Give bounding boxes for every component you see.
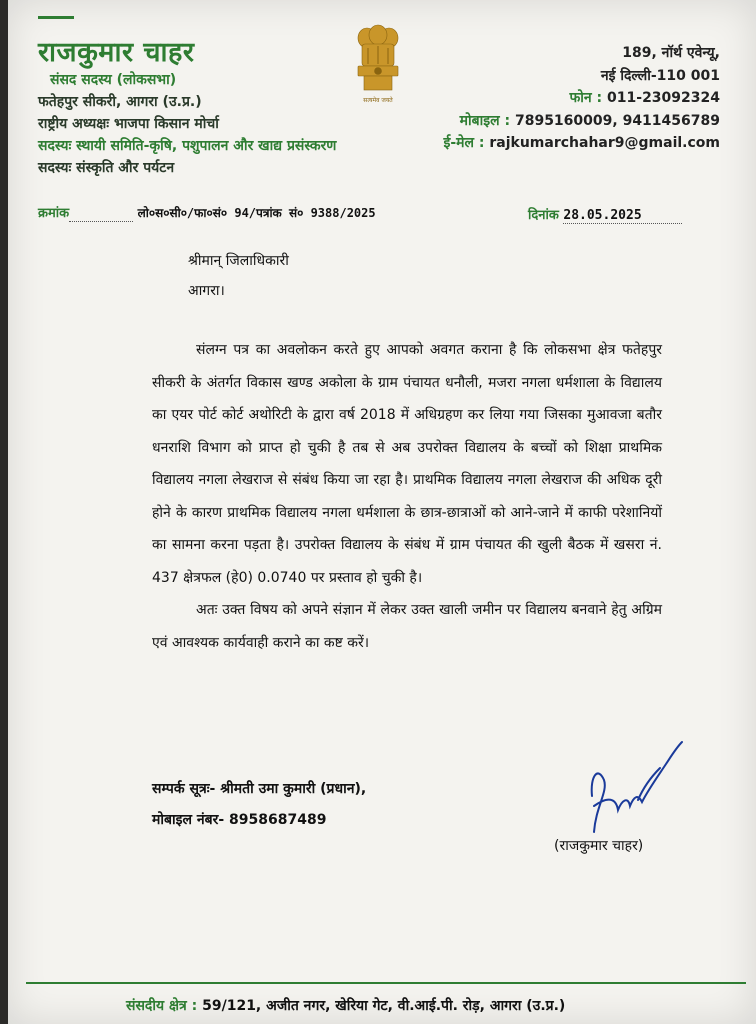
letter-body bbox=[152, 334, 662, 659]
footer-address bbox=[126, 996, 565, 1015]
email-label: ई-मेल : bbox=[443, 135, 485, 151]
reference-number bbox=[38, 203, 376, 222]
reference-value: लो०स०सी०/फा०सं० 94/पत्रांक सं० 9388/2025 bbox=[137, 206, 376, 220]
mobile-label: मोबाइल : bbox=[459, 112, 511, 129]
address-line-1: 189, नॉर्थ एवेन्यू, bbox=[622, 45, 720, 61]
body-paragraph-2: अतः उक्त विषय को अपने संज्ञान में लेकर उक्त खाली जमीन पर विद्यालय बनवाने हेतु अग्रिम एवं आवश्यक कार्यवाही कराने का कष्ट करें। bbox=[152, 602, 662, 651]
role-3: सदस्यः संस्कृति और पर्यटन bbox=[38, 160, 175, 176]
footer-value: 59/121, अजीत नगर, खेरिया गेट, वी.आई.पी. रोड़, आगरा (उ.प्र.) bbox=[202, 998, 566, 1014]
addressee-city: आगरा। bbox=[188, 283, 225, 299]
contact-details bbox=[152, 774, 366, 836]
national-emblem-icon bbox=[350, 24, 406, 108]
footer-label: संसदीय क्षेत्र : bbox=[126, 998, 198, 1014]
letter-date bbox=[528, 205, 682, 223]
addressee: श्रीमान् जिलाधिकारी bbox=[188, 253, 289, 269]
contact-mobile: मोबाइल नंबर- 8958687489 bbox=[152, 812, 327, 828]
body-paragraph-1: संलग्न पत्र का अवलोकन करते हुए आपको अवगत कराना है कि लोकसभा क्षेत्र फतेहपुर सीकरी के अंतर्गत विकास खण्ड अकोला के ग्राम पंचायत धनौली, मजरा नगला धर्मशाला के विद्यालय का एयर पोर्ट कोर्ट अथोरिटी के द्वारा वर्ष 2018 में अधिग्रहण कर लिया गया जिसका मुआवजा बतौर धनराशि विभाग को प्राप्त हो चुकी है तब से अब उपरोक्त विद्यालय के बच्चों को शिक्षा प्राथमिक विद्यालय नगला लेखराज से संबंध किया जा रहा है। प्राथमिक विद्यालय नगला लेखराज की अधिक दूरी होने के कारण प्राथमिक विद्यालय नगला धर्मशाला के छात्र-छात्राओं को आने-जाने में काफी परेशानियों का सामना करना पड़ता है। उपरोक्त विद्यालय के संबंध में ग्राम पंचायत की खुली बैठक में खसरा नं. 437 क्षेत्रफल (हे0) 0.0740 पर प्रस्ताव हो चुकी है। bbox=[152, 342, 662, 586]
mp-name: राजकुमार चाहर bbox=[38, 37, 195, 68]
signature-icon bbox=[578, 736, 698, 836]
letter-page bbox=[8, 0, 756, 1024]
salutation bbox=[188, 246, 289, 306]
email-address: rajkumarchahar9@gmail.com bbox=[489, 135, 720, 151]
mobile-number: 7895160009, 9411456789 bbox=[514, 112, 720, 129]
role-2: सदस्यः स्थायी समिति-कृषि, पशुपालन और खाद्य प्रसंस्करण bbox=[38, 138, 337, 154]
footer-rule bbox=[26, 982, 746, 984]
contact-person: सम्पर्क सूत्रः- श्रीमती उमा कुमारी (प्रधान), bbox=[152, 781, 367, 797]
date-value: 28.05.2025 bbox=[563, 208, 681, 224]
emblem-caption: सत्यमेव जयते bbox=[363, 97, 393, 104]
reference-label: क्रमांक bbox=[38, 206, 70, 221]
date-label: दिनांक bbox=[528, 208, 559, 223]
signer-name: (राजकुमार चाहर) bbox=[554, 838, 644, 854]
reference-dots bbox=[69, 206, 133, 222]
role-1: राष्ट्रीय अध्यक्षः भाजपा किसान मोर्चा bbox=[38, 116, 219, 132]
address-line-2: नई दिल्ली-110 001 bbox=[600, 67, 720, 84]
mp-designation: संसद सदस्य (लोकसभा) bbox=[50, 72, 177, 88]
phone-number: 011-23092324 bbox=[607, 90, 720, 106]
mp-constituency: फतेहपुर सीकरी, आगरा (उ.प्र.) bbox=[38, 94, 202, 110]
phone-label: फोन : bbox=[569, 90, 603, 106]
letterhead-right bbox=[443, 42, 720, 155]
